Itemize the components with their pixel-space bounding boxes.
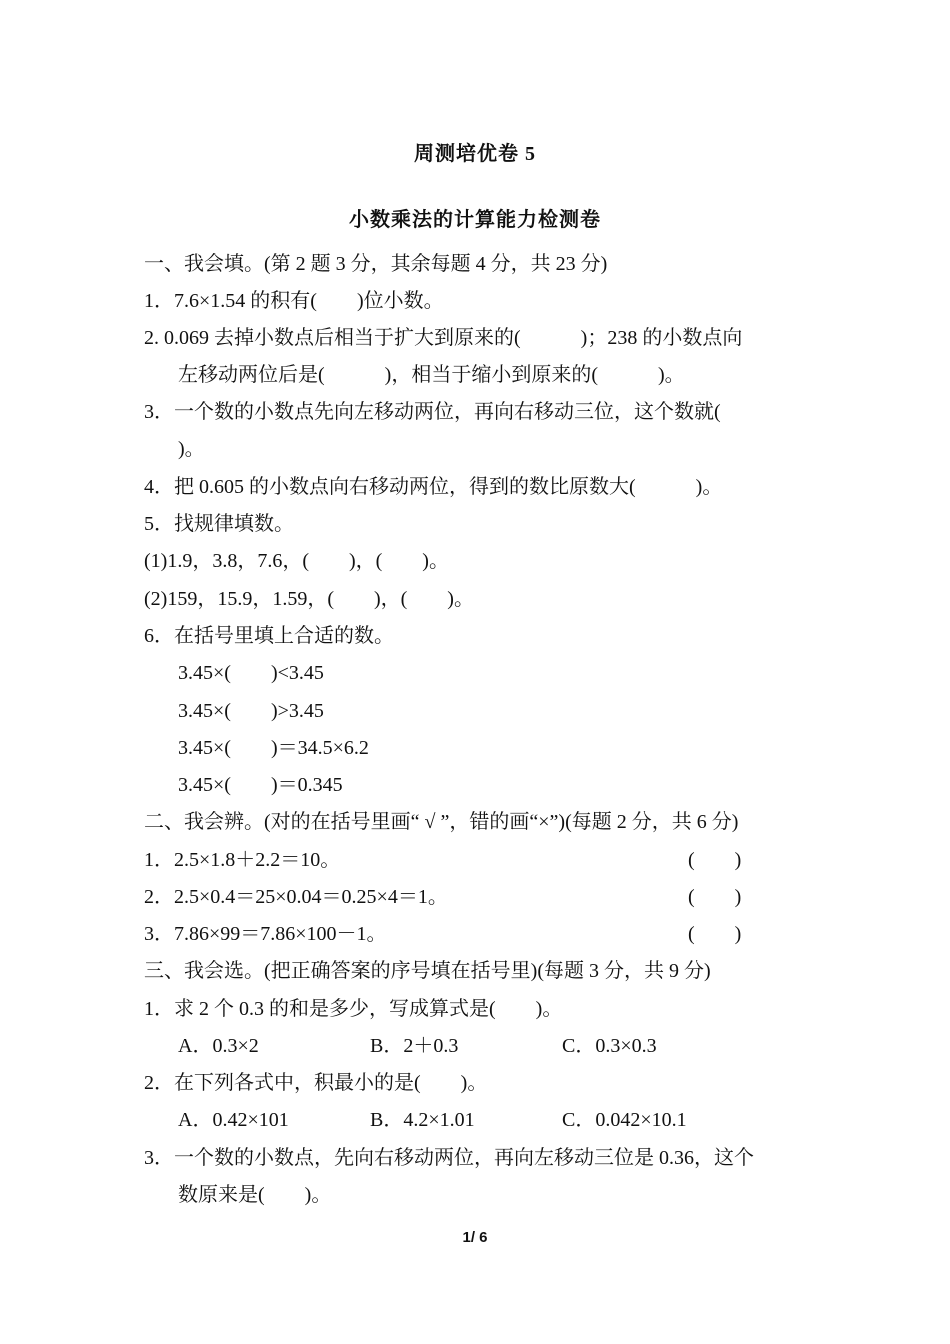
- s3-question-1: 1．求 2 个 0.3 的和是多少，写成算式是( )。: [144, 998, 563, 1020]
- s3-q2-option-a: A．0.42×101: [178, 1109, 289, 1131]
- s1-question-2-line2: 左移动两位后是( )，相当于缩小到原来的( )。: [178, 364, 685, 386]
- s3-question-2: 2．在下列各式中，积最小的是( )。: [144, 1072, 488, 1094]
- s3-question-3-line2: 数原来是( )。: [178, 1184, 332, 1206]
- s1-question-2-line1: 2. 0.069 去掉小数点后相当于扩大到原来的( )；238 的小数点向: [144, 327, 743, 349]
- s3-q1-option-a: A．0.3×2: [178, 1035, 259, 1057]
- section1-heading: 一、我会填。(第 2 题 3 分，其余每题 4 分，共 23 分): [144, 253, 608, 275]
- s3-q2-option-b: B．4.2×1.01: [370, 1109, 475, 1131]
- s3-question-3-line1: 3．一个数的小数点，先向右移动两位，再向左移动三位是 0.36，这个: [144, 1147, 754, 1169]
- s1-question-4: 4．把 0.605 的小数点向右移动两位，得到的数比原数大( )。: [144, 476, 723, 498]
- s2-answer-paren-1: ( ): [688, 849, 742, 871]
- s1-question-3-line2: )。: [178, 438, 205, 460]
- s1-question-6: 6．在括号里填上合适的数。: [144, 625, 394, 647]
- s1-question-6-b: 3.45×( )>3.45: [178, 700, 324, 722]
- s1-question-5-part2: (2)159，15.9，1.59，( )，( )。: [144, 588, 474, 610]
- s1-question-6-a: 3.45×( )<3.45: [178, 662, 324, 684]
- section3-heading: 三、我会选。(把正确答案的序号填在括号里)(每题 3 分，共 9 分): [144, 960, 711, 982]
- s1-question-1: 1．7.6×1.54 的积有( )位小数。: [144, 290, 444, 312]
- page-subtitle: 小数乘法的计算能力检测卷: [349, 209, 601, 231]
- s2-question-1: 1．2.5×1.8＋2.2＝10。: [144, 849, 341, 871]
- page-title: 周测培优卷 5: [414, 143, 536, 165]
- s3-q1-option-c: C．0.3×0.3: [562, 1035, 657, 1057]
- s1-question-6-c: 3.45×( )＝34.5×6.2: [178, 737, 369, 759]
- section2-heading: 二、我会辨。(对的在括号里画“ √ ”，错的画“×”)(每题 2 分，共 6 分): [144, 811, 739, 833]
- s1-question-3-line1: 3．一个数的小数点先向左移动两位，再向右移动三位，这个数就(: [144, 401, 721, 423]
- s1-question-5-part1: (1)1.9，3.8，7.6，( )，( )。: [144, 550, 449, 572]
- s2-answer-paren-3: ( ): [688, 923, 742, 945]
- s3-q1-option-b: B．2＋0.3: [370, 1035, 459, 1057]
- s2-question-3: 3．7.86×99＝7.86×100－1。: [144, 923, 387, 945]
- s3-q2-option-c: C．0.042×10.1: [562, 1109, 687, 1131]
- page-number: 1/ 6: [462, 1229, 488, 1246]
- s2-answer-paren-2: ( ): [688, 886, 742, 908]
- s2-question-2: 2．2.5×0.4＝25×0.04＝0.25×4＝1。: [144, 886, 448, 908]
- s1-question-5: 5．找规律填数。: [144, 513, 294, 535]
- s1-question-6-d: 3.45×( )＝0.345: [178, 774, 343, 796]
